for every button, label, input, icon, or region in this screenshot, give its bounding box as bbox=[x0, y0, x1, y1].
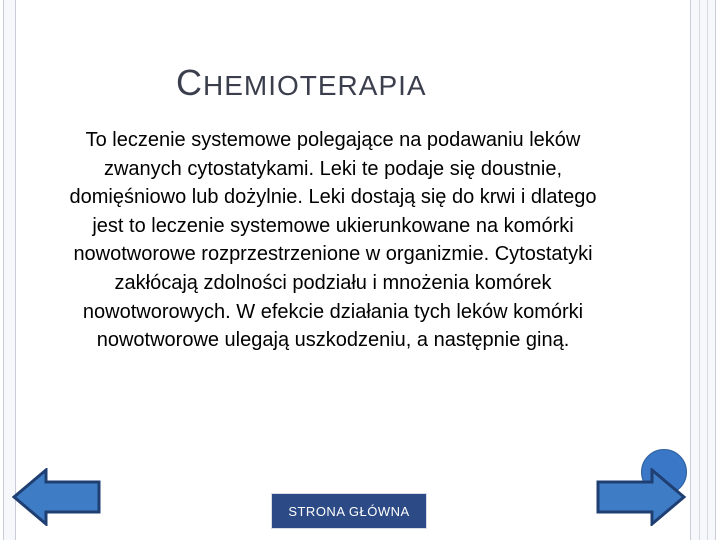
next-slide-button[interactable] bbox=[595, 468, 687, 531]
arrow-right-icon bbox=[595, 468, 687, 526]
title-rest: HEMIOTERAPIA bbox=[203, 70, 427, 101]
home-button[interactable]: STRONA GŁÓWNA bbox=[271, 493, 427, 529]
title-initial: C bbox=[176, 62, 203, 103]
slide-body-text: To leczenie systemowe polegające na podawaniu leków zwanych cytostatykami. Leki te podaje się doustnie, domięśniowo lub dożylnie. Leki dostają się do krwi i dlatego jest to leczenie systemowe ukierunkowane na komórki nowotworowe rozprzestrzenione w organizmie. Cytostatyki zakłócają zdolności podziału i mnożenia komórek nowotworowych. W efekcie działania tych leków komórki nowotworowe ulegają uszkodzeniu, a następnie giną. bbox=[69, 129, 597, 352]
slide-title bbox=[176, 62, 427, 104]
left-frame-decoration bbox=[3, 0, 16, 540]
arrow-left-icon bbox=[12, 468, 102, 526]
previous-slide-button[interactable] bbox=[12, 468, 102, 531]
right-frame-decoration bbox=[690, 0, 716, 540]
